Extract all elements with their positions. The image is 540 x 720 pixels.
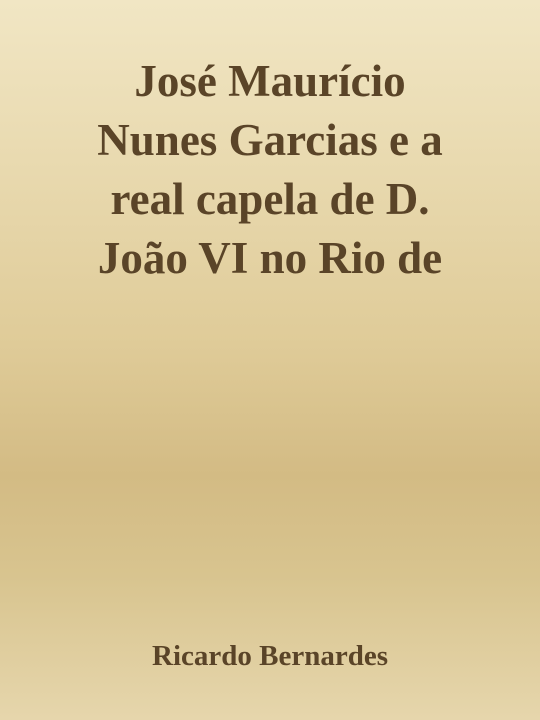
book-author: Ricardo Bernardes	[152, 640, 388, 672]
book-title-line: real capela de D.	[110, 174, 430, 224]
book-title-line: João VI no Rio de	[97, 233, 443, 283]
book-title-line: Nunes Garcias e a	[97, 115, 443, 165]
book-title-line: José Maurício	[134, 56, 406, 106]
book-title	[20, 52, 520, 288]
